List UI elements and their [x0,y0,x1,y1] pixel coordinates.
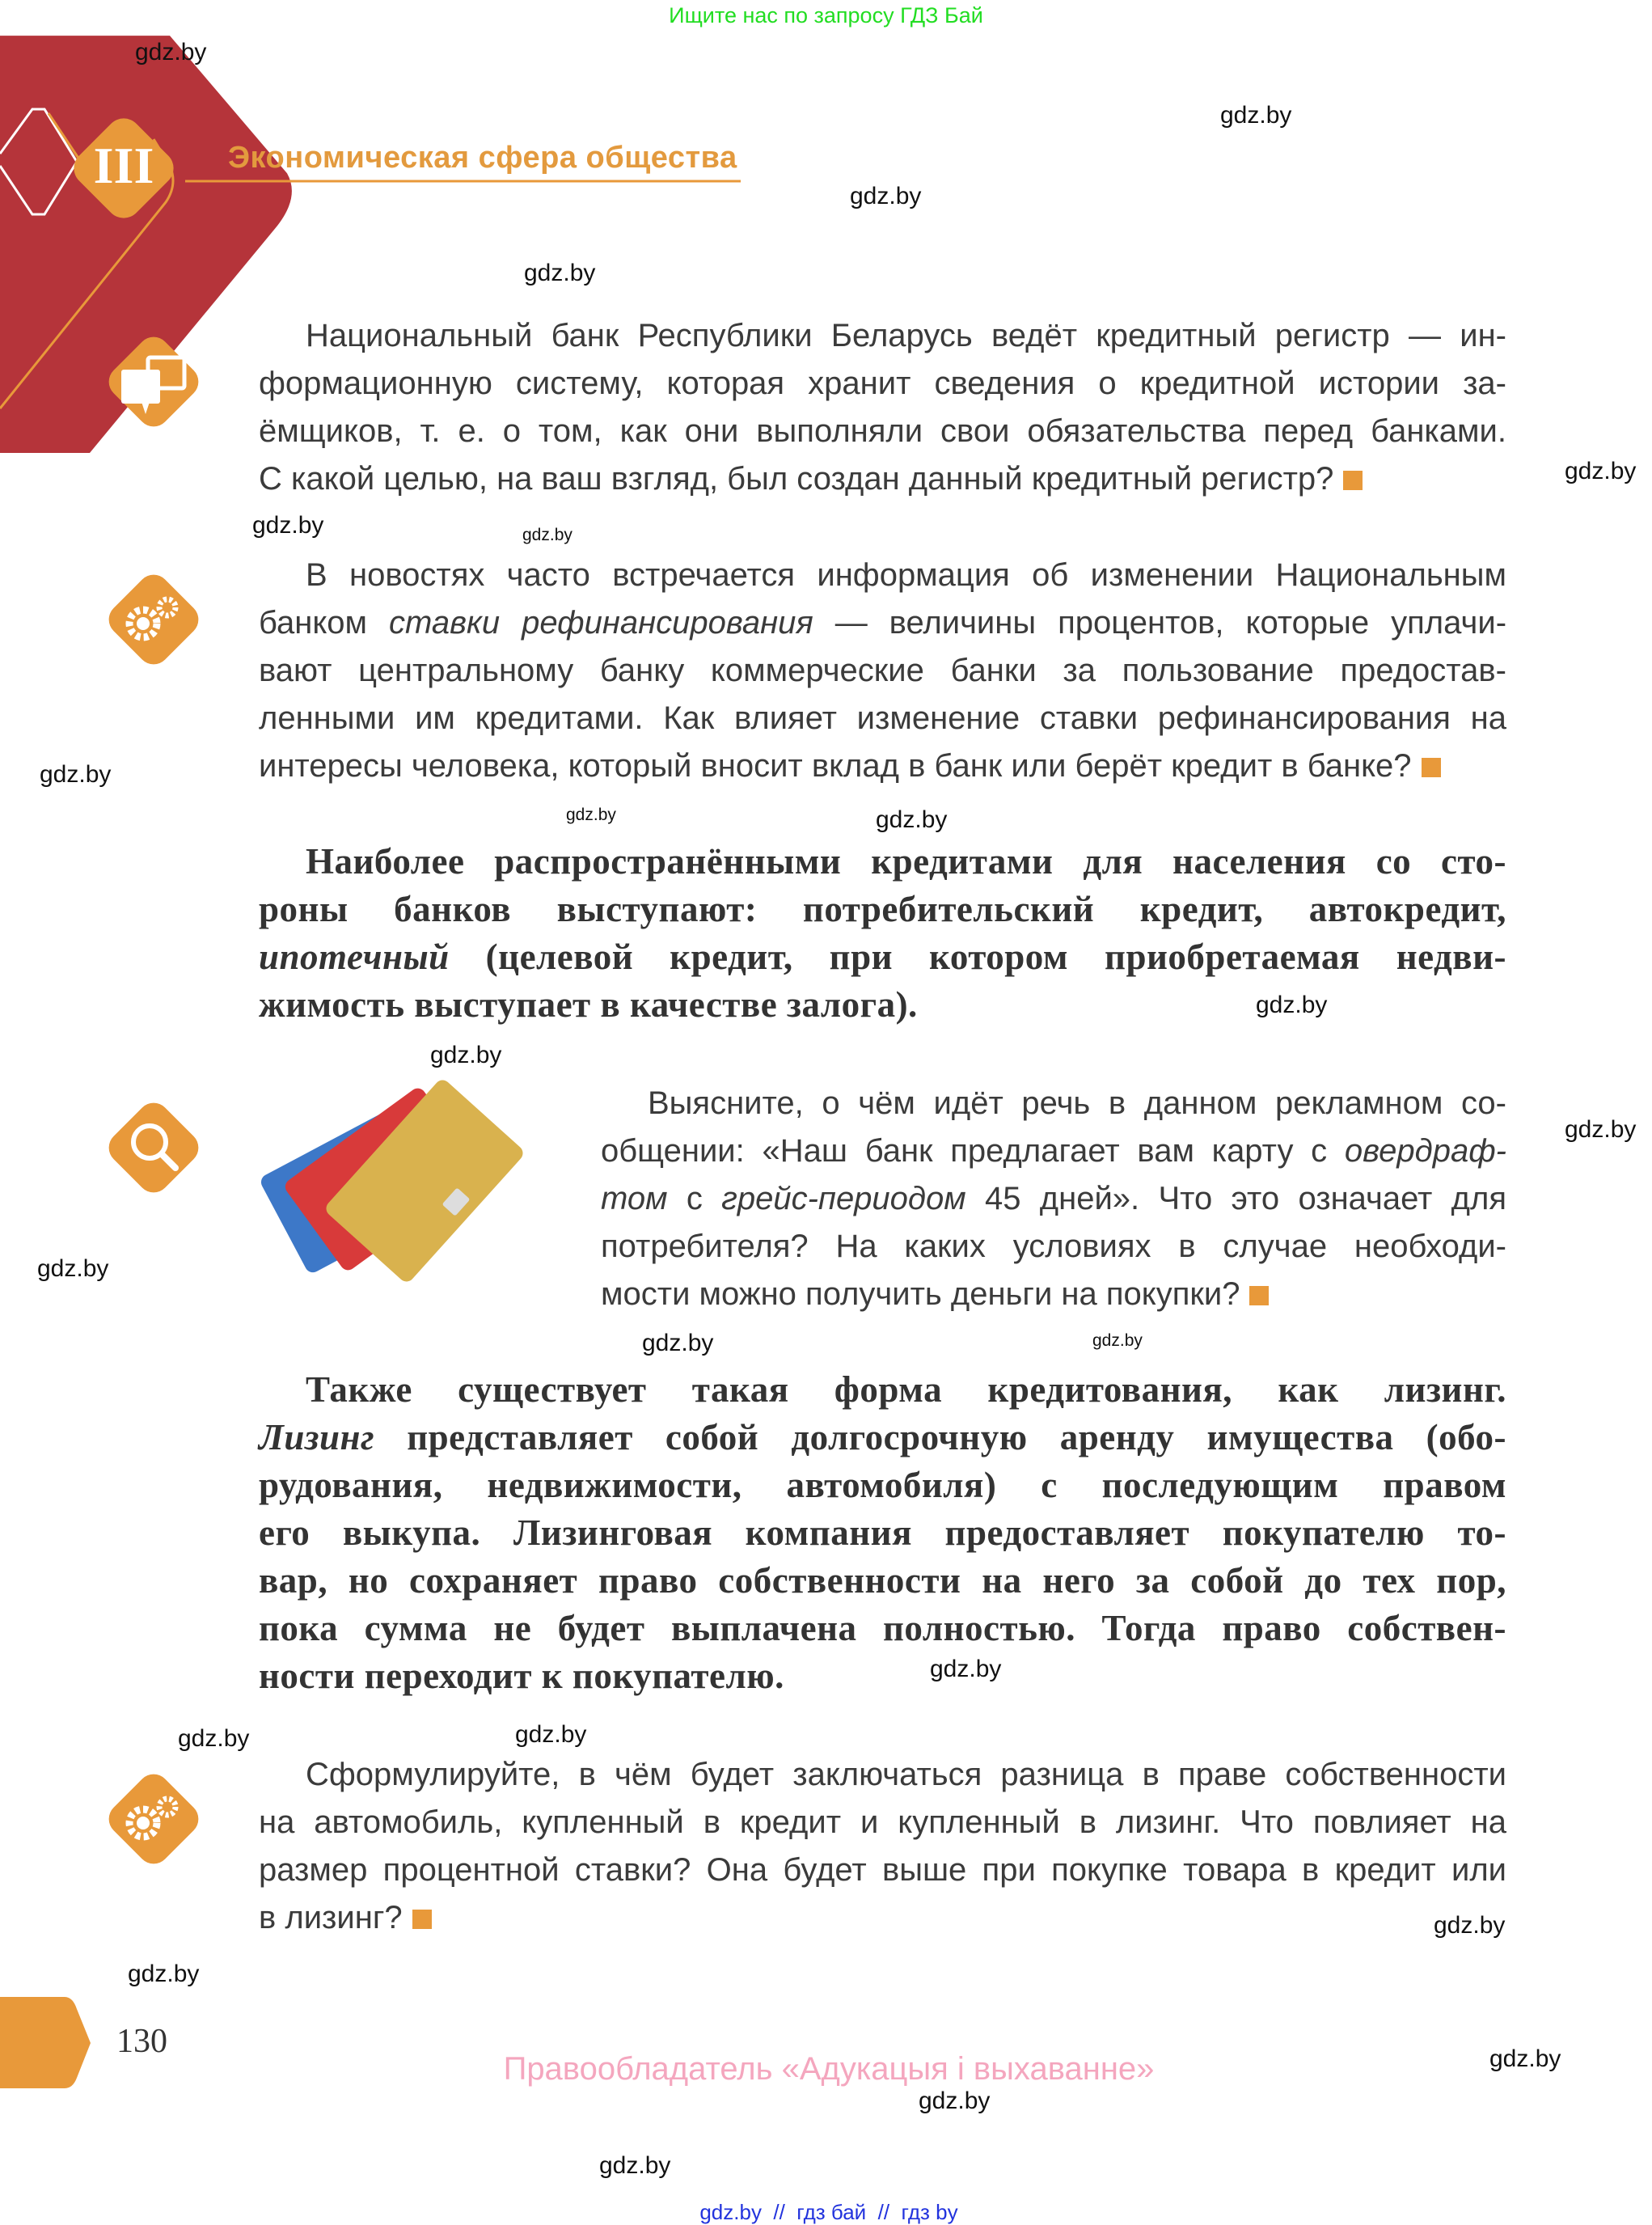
end-marker-icon [412,1910,432,1929]
watermark: gdz.by [1565,458,1637,484]
text-segment: его выкупа. Лизинговая компания предоставляет покупателю то- [259,1512,1506,1553]
text-segment: ёмщиков, т. е. о том, как они выполняли свои обязательства перед банками. [259,413,1506,449]
text-line [259,599,1506,647]
italic-term: ипотечный [259,937,450,977]
paragraph-p4 [601,1080,1506,1318]
italic-term: Лизинг [259,1417,375,1457]
watermark: gdz.by [930,1656,1002,1682]
watermark: gdz.by [1565,1116,1637,1143]
chapter-number: III [93,137,154,194]
text-segment: мости можно получить деньги на покупки? [601,1276,1240,1312]
end-marker-icon [1249,1286,1269,1305]
text-line [259,1846,1506,1894]
end-marker-icon [1422,758,1441,777]
text-line [259,455,1506,503]
text-segment: банком [259,605,390,641]
text-line [259,742,1506,790]
watermark: gdz.by [642,1330,714,1356]
watermark: gdz.by [1220,102,1292,129]
paragraph-p5 [259,1366,1506,1700]
gears-icon [93,559,214,680]
text-line [601,1223,1506,1271]
text-segment: (целевой кредит, при котором приобретаемая недви- [449,937,1506,977]
credit-cards-image [259,1068,558,1310]
text-line [259,695,1506,742]
text-segment: размер процентной ставки? Она будет выше при покупке товара в кредит или [259,1852,1506,1888]
text-segment: Наиболее распространёнными кредитами для населения со сто- [306,841,1506,882]
text-segment: Также существует такая форма кредитования, как лизинг. [306,1369,1506,1410]
watermark: gdz.by [566,806,616,824]
text-segment: общении: «Наш банк предлагает вам карту с [601,1133,1345,1169]
text-line [601,1175,1506,1223]
text-line [601,1271,1506,1318]
end-marker-icon [1343,471,1363,490]
discussion-icon [93,321,214,442]
text-segment: рудования, недвижимости, автомобиля) с последующим правом [259,1465,1506,1505]
text-segment: с [667,1181,722,1216]
text-line [259,1366,1506,1414]
italic-term: ставки рефинансирования [389,605,813,641]
text-segment: С какой целью, на ваш взгляд, был создан данный кредитный регистр? [259,461,1334,497]
italic-term: том [601,1181,668,1216]
text-line [259,312,1506,360]
text-line [259,1799,1506,1846]
text-segment: вают центральному банку коммерческие банки за пользование предостав- [259,653,1506,688]
text-line [259,933,1506,981]
text-line [259,408,1506,455]
watermark: gdz.by [135,39,207,66]
text-line [259,647,1506,695]
text-line [259,1652,1506,1700]
watermark: gdz.by [522,526,572,544]
watermark: gdz.by [40,761,112,788]
watermark: gdz.by [919,2088,991,2114]
gears-icon [93,1758,214,1880]
text-line [259,1414,1506,1461]
watermark: gdz.by [876,806,948,833]
text-line [259,1509,1506,1557]
text-line [259,1894,1506,1942]
chapter-title: Экономическая сфера общества [228,141,737,175]
text-segment: Национальный банк Республики Беларусь ведёт кредитный регистр — ин- [306,318,1506,353]
text-segment: В новостях часто встречается информация об изменении Национальным [306,557,1506,593]
text-segment: представляет собой долгосрочную аренду имущества (обо- [374,1417,1506,1457]
watermark: gdz.by [599,2152,671,2179]
text-line [601,1127,1506,1175]
italic-term: грейс-периодом [721,1181,966,1216]
text-line [259,1461,1506,1509]
watermark: gdz.by [1489,2045,1561,2072]
copyright: Правообладатель «Адукацыя і выхаванне» [503,2051,1155,2087]
bottom-links[interactable]: gdz.by // гдз бай // гдз by [699,2200,958,2224]
text-segment: на автомобиль, купленный в кредит и купленный в лизинг. Что повлияет на [259,1804,1506,1840]
watermark: gdz.by [1434,1912,1506,1939]
watermark: gdz.by [850,183,922,209]
watermark: gdz.by [1092,1331,1143,1350]
text-line [259,552,1506,599]
text-segment: ленными им кредитами. Как влияет изменение ставки рефинансирования на [259,700,1506,736]
text-segment: ности переходит к покупателю. [259,1656,784,1696]
text-line [259,1751,1506,1799]
italic-term: овердраф- [1344,1133,1506,1169]
text-segment: жимость выступает в качестве залога). [259,984,918,1025]
text-segment: Сформулируйте, в чём будет заключаться разница в праве собственности [306,1757,1506,1792]
text-segment: потребителя? На каких условиях в случае необходи- [601,1229,1506,1264]
text-line [259,1557,1506,1605]
text-segment: роны банков выступают: потребительский кредит, автокредит, [259,889,1506,929]
text-segment: формационную систему, которая хранит сведения о кредитной истории за- [259,366,1506,401]
text-segment: Выясните, о чём идёт речь в данном рекламном со- [648,1085,1506,1121]
watermark: gdz.by [252,512,324,539]
text-line [259,360,1506,408]
watermark: gdz.by [524,260,596,286]
text-segment: интересы человека, который вносит вклад в банк или берёт кредит в банке? [259,748,1412,784]
watermark: gdz.by [178,1725,250,1752]
paragraph-p1 [259,312,1506,503]
text-line [259,838,1506,886]
text-segment: — величины процентов, которые уплачи- [813,605,1507,641]
text-segment: в лизинг? [259,1900,403,1935]
paragraph-p6 [259,1751,1506,1942]
paragraph-p2 [259,552,1506,790]
text-line [259,1605,1506,1652]
top-banner[interactable]: Ищите нас по запросу ГДЗ Бай [669,3,983,27]
watermark: gdz.by [1256,992,1328,1018]
page-number: 130 [116,2023,167,2060]
watermark: gdz.by [128,1961,200,1987]
text-line [601,1080,1506,1127]
magnifier-icon [93,1087,214,1208]
watermark: gdz.by [37,1255,109,1282]
text-segment: 45 дней». Что это означает для [965,1181,1507,1216]
text-line [259,886,1506,933]
watermark: gdz.by [515,1721,587,1748]
watermark: gdz.by [430,1042,502,1068]
text-segment: вар, но сохраняет право собственности на него за собой до тех пор, [259,1560,1506,1601]
text-segment: пока сумма не будет выплачена полностью. Тогда право собствен- [259,1608,1506,1648]
